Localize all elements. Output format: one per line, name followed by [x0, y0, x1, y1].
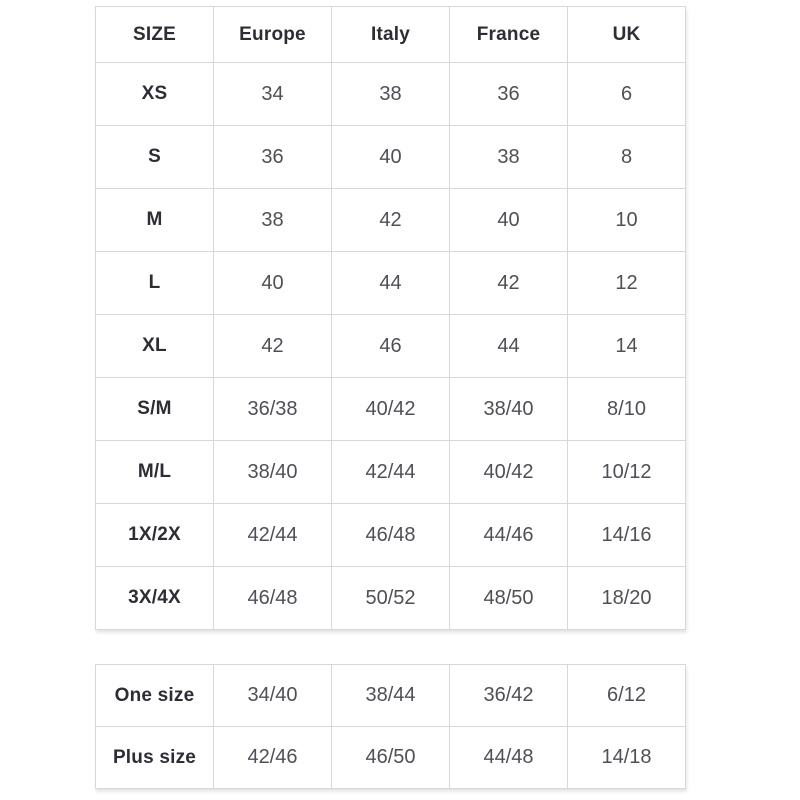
size-value: 40 [379, 145, 402, 168]
row-label: M/L [137, 461, 172, 482]
size-cell [450, 665, 568, 727]
size-conversion-table [95, 6, 686, 630]
header-label: UK [612, 23, 641, 45]
size-cell [450, 727, 568, 789]
size-value: 12 [615, 271, 638, 294]
size-value: 46/48 [365, 523, 416, 546]
size-cell [214, 567, 332, 630]
table-row-m [96, 189, 686, 252]
size-cell [568, 252, 686, 315]
size-cell [568, 378, 686, 441]
header-label: Europe [239, 23, 306, 45]
table-row-sm [96, 378, 686, 441]
row-label: 1X/2X [128, 524, 181, 545]
size-cell [450, 63, 568, 126]
row-label: 3X/4X [128, 587, 181, 608]
header-cell-france [450, 7, 568, 63]
size-value: 38/44 [365, 684, 416, 706]
size-cell [332, 441, 450, 504]
row-label-cell [96, 189, 214, 252]
size-value: 34/40 [247, 684, 298, 706]
row-label: M [146, 209, 163, 230]
size-value: 44 [379, 271, 402, 294]
size-value: 34 [261, 82, 284, 105]
table-gap [0, 630, 800, 664]
size-value: 36 [261, 145, 284, 168]
row-label: S/M [137, 398, 172, 419]
size-value: 42/46 [247, 746, 298, 768]
size-cell [568, 567, 686, 630]
row-label-cell [96, 567, 214, 630]
row-label-cell [96, 665, 214, 727]
size-cell [214, 63, 332, 126]
size-value: 44/46 [483, 523, 534, 546]
header-label: Italy [370, 23, 411, 45]
size-value: 46 [379, 334, 402, 357]
size-cell [332, 665, 450, 727]
size-value: 42 [261, 334, 284, 357]
size-cell [450, 378, 568, 441]
size-cell [568, 126, 686, 189]
size-value: 38/40 [483, 397, 534, 420]
size-value: 38 [379, 82, 402, 105]
header-label: SIZE [132, 23, 177, 45]
size-value: 10 [615, 208, 638, 231]
table-row-xl [96, 315, 686, 378]
table-row-xs [96, 63, 686, 126]
size-value: 42 [497, 271, 520, 294]
size-cell [214, 189, 332, 252]
size-cell [332, 727, 450, 789]
header-cell-uk [568, 7, 686, 63]
size-value: 44 [497, 334, 520, 357]
size-cell [332, 126, 450, 189]
header-row [96, 7, 686, 63]
size-value: 42/44 [247, 523, 298, 546]
size-value: 18/20 [601, 586, 652, 609]
size-cell [332, 63, 450, 126]
size-cell [568, 189, 686, 252]
size-value: 8/10 [607, 397, 646, 420]
size-cell [214, 252, 332, 315]
size-cell [450, 567, 568, 630]
size-cell [568, 315, 686, 378]
size-value: 10/12 [601, 460, 652, 483]
size-value: 36 [497, 82, 520, 105]
table-row-one-size [96, 665, 686, 727]
row-label: L [148, 272, 161, 293]
size-cell [332, 567, 450, 630]
size-value: 8 [620, 145, 633, 168]
size-cell [450, 252, 568, 315]
size-cell [568, 665, 686, 727]
size-cell [214, 727, 332, 789]
size-value: 6 [620, 82, 633, 105]
size-cell [568, 727, 686, 789]
size-cell [450, 126, 568, 189]
size-value: 46/50 [365, 746, 416, 768]
header-label: France [476, 23, 541, 45]
row-label-cell [96, 504, 214, 567]
size-value: 38 [261, 208, 284, 231]
size-cell [214, 441, 332, 504]
row-label: XL [142, 335, 167, 356]
row-label-cell [96, 252, 214, 315]
size-cell [214, 315, 332, 378]
size-value: 42 [379, 208, 402, 231]
table-row-s [96, 126, 686, 189]
size-value: 14 [615, 334, 638, 357]
size-value: 48/50 [483, 586, 534, 609]
size-value: 36/42 [483, 684, 534, 706]
table-row-ml [96, 441, 686, 504]
row-label: One size [114, 684, 195, 706]
size-value: 50/52 [365, 586, 416, 609]
size-value: 44/48 [483, 746, 534, 768]
size-cell [214, 504, 332, 567]
row-label-cell [96, 441, 214, 504]
size-cell [568, 63, 686, 126]
size-cell [332, 378, 450, 441]
size-cell [450, 504, 568, 567]
size-value: 42/44 [365, 460, 416, 483]
row-label-cell [96, 126, 214, 189]
size-cell [214, 378, 332, 441]
table-row-plus-size [96, 727, 686, 789]
size-value: 36/38 [247, 397, 298, 420]
size-value: 38 [497, 145, 520, 168]
size-value: 46/48 [247, 586, 298, 609]
size-value: 40/42 [365, 397, 416, 420]
header-cell-italy [332, 7, 450, 63]
special-sizes-table [95, 664, 686, 789]
size-value: 40 [261, 271, 284, 294]
size-value: 14/18 [601, 746, 652, 768]
size-cell [332, 504, 450, 567]
size-value: 40 [497, 208, 520, 231]
row-label-cell [96, 315, 214, 378]
row-label-cell [96, 727, 214, 789]
size-cell [332, 189, 450, 252]
table-row-l [96, 252, 686, 315]
table-row-1x2x [96, 504, 686, 567]
table-row-3x4x [96, 567, 686, 630]
header-cell-europe [214, 7, 332, 63]
size-cell [450, 315, 568, 378]
size-cell [332, 252, 450, 315]
row-label: Plus size [112, 746, 197, 768]
size-cell [214, 665, 332, 727]
row-label: S [148, 146, 161, 167]
size-cell [568, 441, 686, 504]
size-cell [568, 504, 686, 567]
size-value: 38/40 [247, 460, 298, 483]
size-cell [450, 189, 568, 252]
row-label-cell [96, 378, 214, 441]
size-value: 6/12 [607, 684, 646, 706]
size-value: 14/16 [601, 523, 652, 546]
row-label-cell [96, 63, 214, 126]
size-cell [332, 315, 450, 378]
size-cell [214, 126, 332, 189]
row-label: XS [141, 83, 168, 104]
header-cell-size [96, 7, 214, 63]
size-cell [450, 441, 568, 504]
size-value: 40/42 [483, 460, 534, 483]
